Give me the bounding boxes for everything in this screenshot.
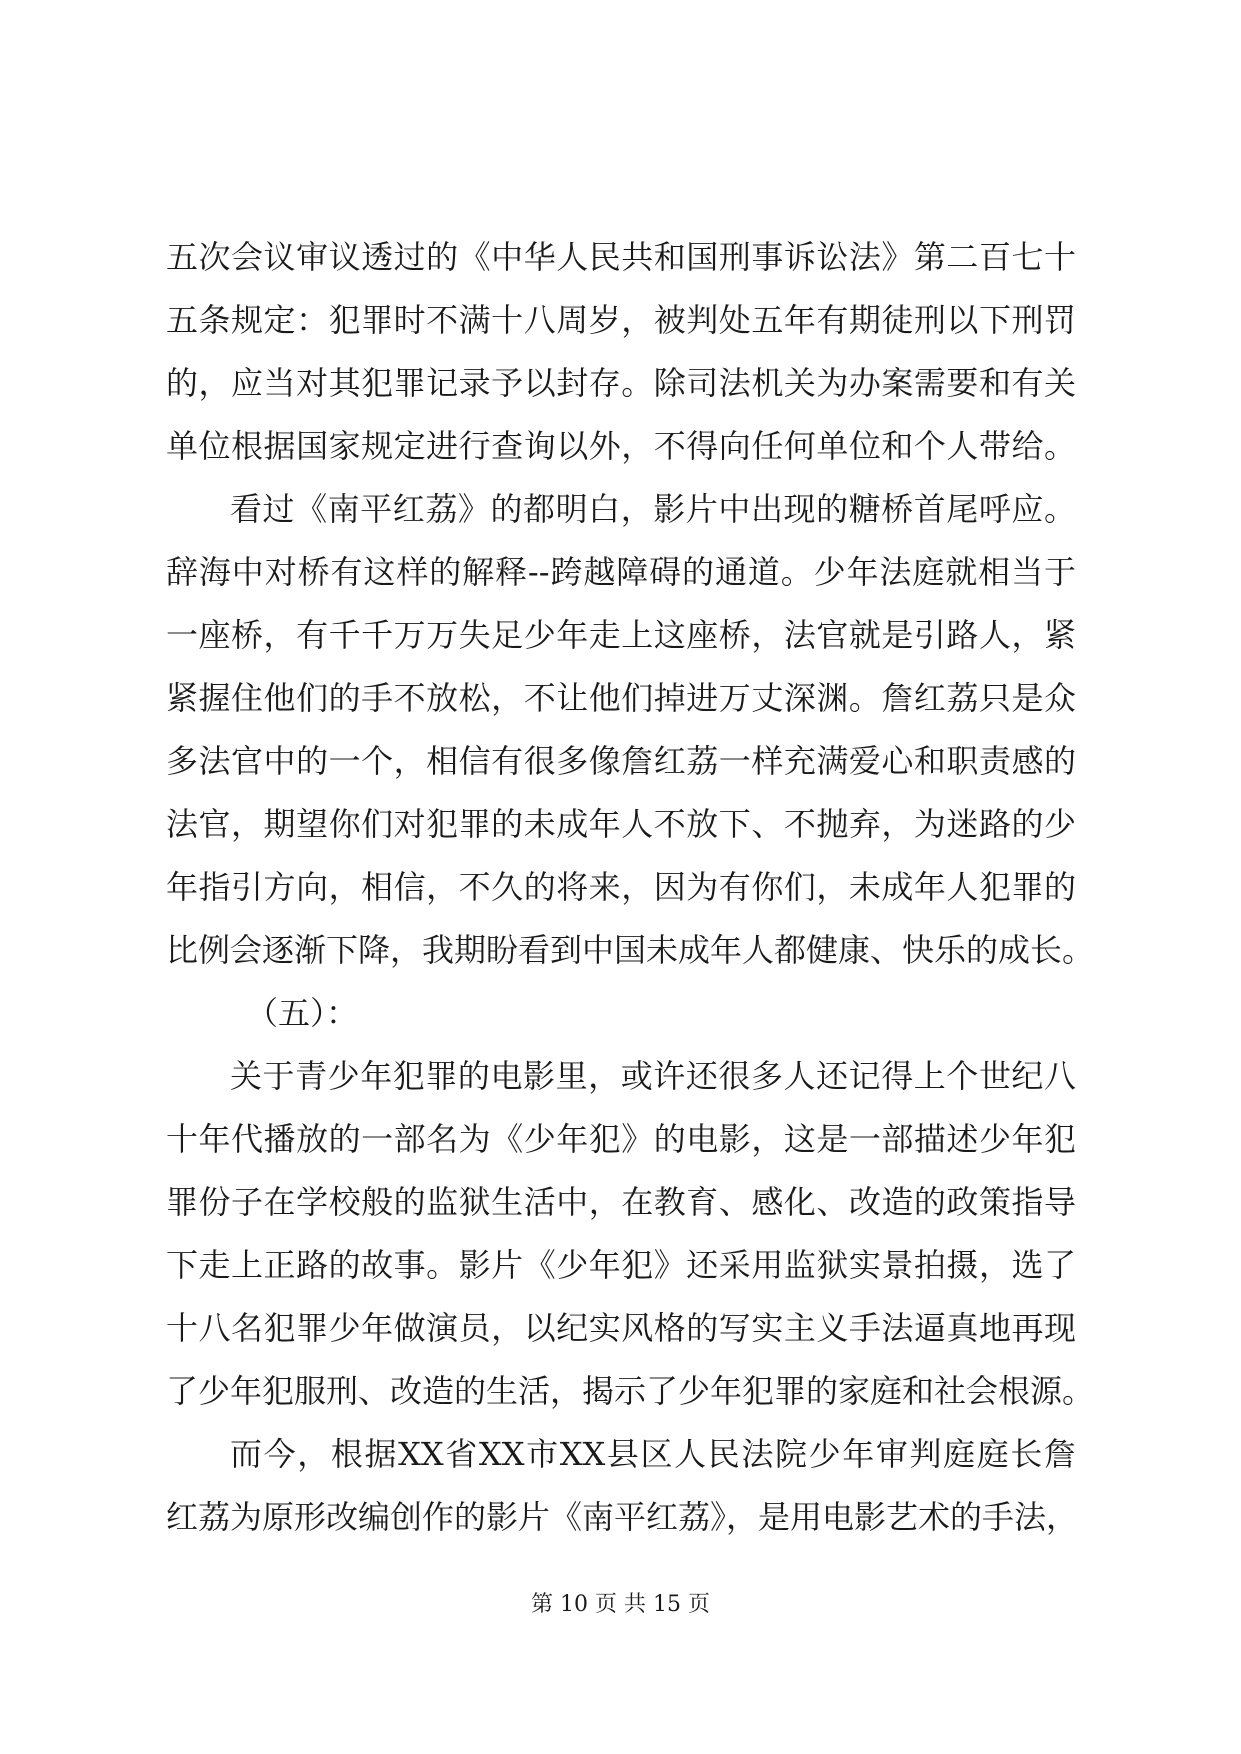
paragraph-line: 下走上正路的故事。影片《少年犯》还采用监狱实景拍摄，选了 <box>166 1246 1076 1284</box>
paragraph-line: 单位根据国家规定进行查询以外，不得向任何单位和个人带给。 <box>166 427 1076 465</box>
paragraph-line: 法官，期望你们对犯罪的未成年人不放下、不抛弃，为迷路的少 <box>166 805 1076 843</box>
paragraph-line: 看过《南平红荔》的都明白，影片中出现的糖桥首尾呼应。 <box>230 490 1076 528</box>
paragraph-line: 年指引方向，相信，不久的将来，因为有你们，未成年人犯罪的 <box>166 868 1076 906</box>
paragraph-line: 罪份子在学校般的监狱生活中，在教育、感化、改造的政策指导 <box>166 1183 1076 1221</box>
paragraph-line: 辞海中对桥有这样的解释--跨越障碍的通道。少年法庭就相当于 <box>166 553 1076 591</box>
paragraph-line: 的，应当对其犯罪记录予以封存。除司法机关为办案需要和有关 <box>166 364 1076 402</box>
page-number-footer: 第 10 页 共 15 页 <box>531 1592 710 1617</box>
paragraph-line: 了少年犯服刑、改造的生活，揭示了少年犯罪的家庭和社会根源。 <box>166 1372 1095 1410</box>
paragraph-line: 红荔为原形改编创作的影片《南平红荔》，是用电影艺术的手法， <box>166 1498 1079 1536</box>
paragraph-line: 一座桥，有千千万万失足少年走上这座桥，法官就是引路人，紧 <box>166 616 1076 654</box>
document-body <box>166 226 1095 1549</box>
paragraph-line: 五条规定：犯罪时不满十八周岁，被判处五年有期徒刑以下刑罚 <box>166 301 1076 339</box>
paragraph-line: 十年代播放的一部名为《少年犯》的电影，这是一部描述少年犯 <box>166 1120 1076 1158</box>
paragraph-line: 而今，根据XX省XX市XX县区人民法院少年审判庭庭长詹 <box>230 1435 1076 1473</box>
paragraph-line: 多法官中的一个，相信有很多像詹红荔一样充满爱心和职责感的 <box>166 742 1076 780</box>
section-heading: （五）： <box>246 994 359 1032</box>
paragraph-line: 比例会逐渐下降，我期盼看到中国未成年人都健康、快乐的成长。 <box>166 931 1095 969</box>
paragraph-line: 五次会议审议透过的《中华人民共和国刑事诉讼法》第二百七十 <box>166 238 1076 276</box>
paragraph-line: 紧握住他们的手不放松，不让他们掉进万丈深渊。詹红荔只是众 <box>166 679 1076 717</box>
paragraph-line: 关于青少年犯罪的电影里，或许还很多人还记得上个世纪八 <box>230 1057 1076 1095</box>
paragraph-line: 十八名犯罪少年做演员，以纪实风格的写实主义手法逼真地再现 <box>166 1309 1076 1347</box>
